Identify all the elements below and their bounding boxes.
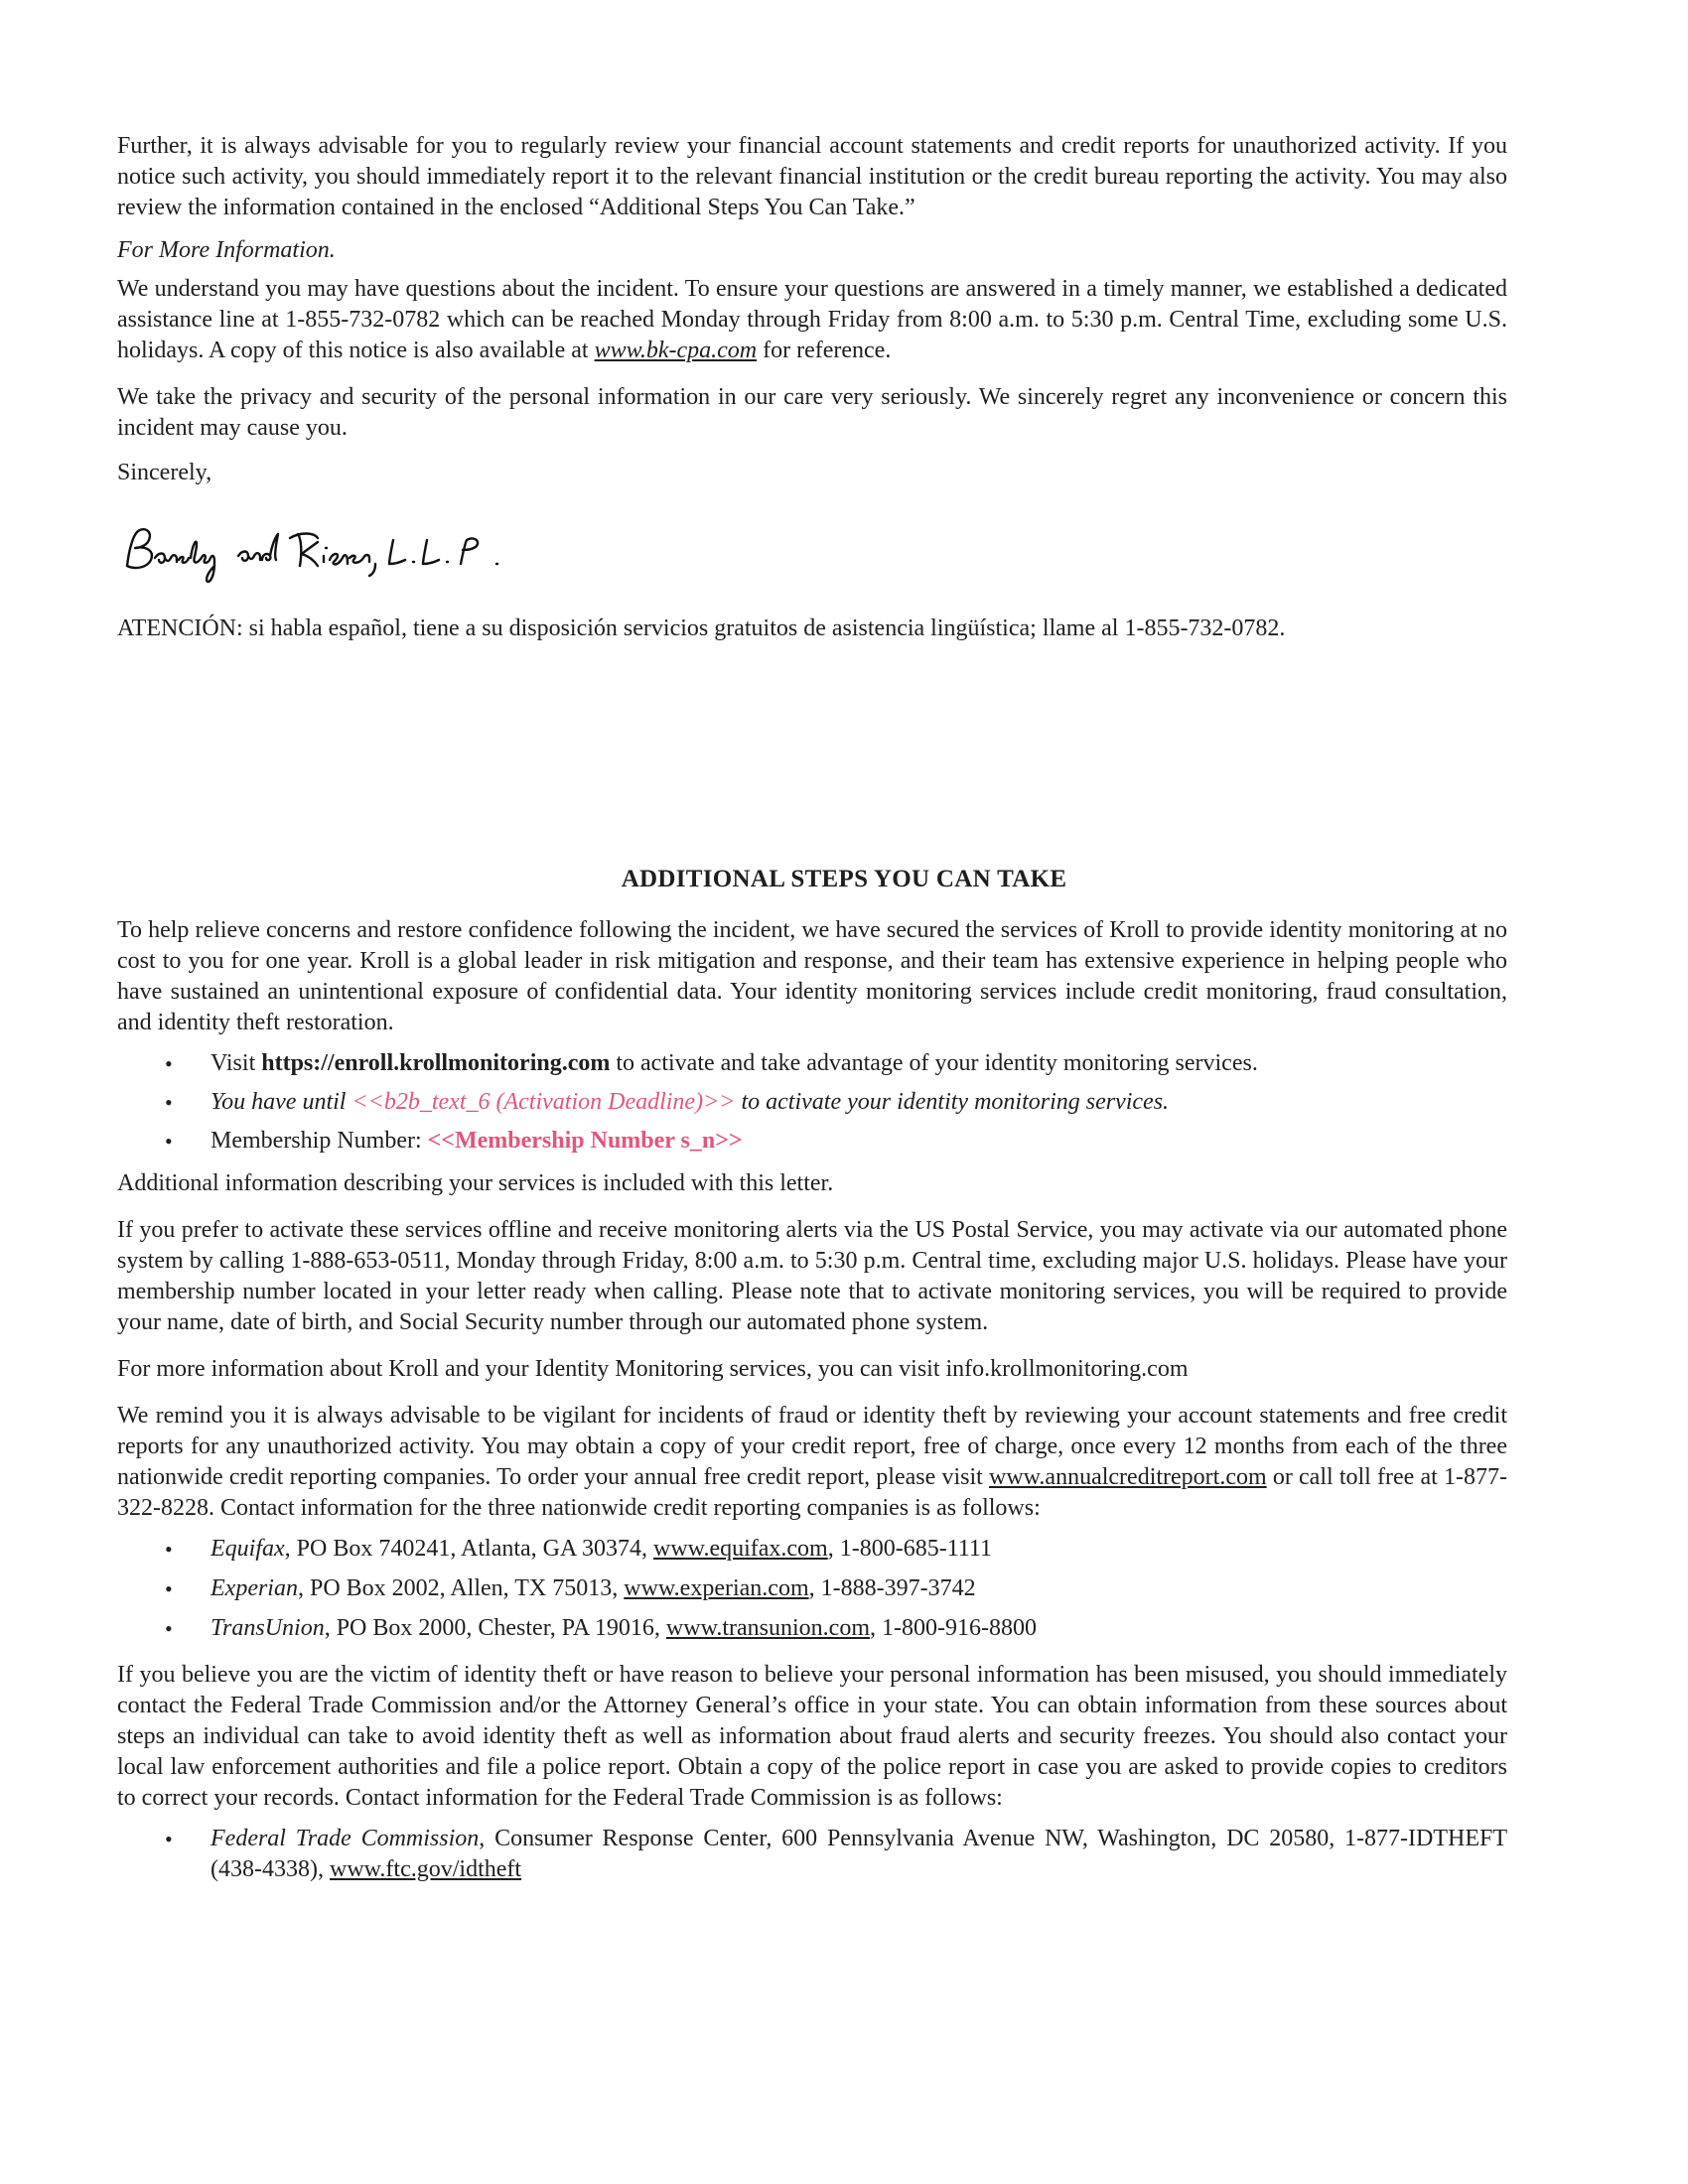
signature bbox=[119, 514, 536, 594]
assistance-text-end: for reference. bbox=[757, 338, 892, 363]
equifax-link[interactable]: www.equifax.com bbox=[653, 1536, 828, 1562]
deadline-text: You have until bbox=[211, 1089, 352, 1115]
spanish-notice-block bbox=[117, 614, 1507, 644]
additional-steps-section bbox=[117, 915, 1507, 1885]
credit-report-text: We remind you it is always advisable to be vigilant for incidents of fraud or identity theft by reviewing your account statements and free credit reports for any unauthorized activity. You may obtain a copy of your credit report, free of charge, once every 12 months from each of the three nationwide credit reporting companies. To order your annual free credit report, please visit bbox=[117, 1403, 1507, 1490]
bureau-phone: , 1-800-916-8800 bbox=[869, 1615, 1037, 1641]
letter-body bbox=[117, 131, 1507, 488]
credit-report-paragraph bbox=[117, 1401, 1507, 1524]
list-item bbox=[117, 1534, 1507, 1565]
activation-deadline-field: <<b2b_text_6 (Activation Deadline)>> bbox=[352, 1089, 736, 1115]
bullet-icon: • bbox=[165, 1129, 173, 1154]
credit-report-text-end: or call toll free at 1-877-322-8228. Contact information for the three nationwide credit reporting companies is as follows: bbox=[117, 1464, 1507, 1521]
ftc-idtheft-link[interactable]: www.ftc.gov/idtheft bbox=[329, 1856, 522, 1882]
list-item bbox=[117, 1613, 1507, 1644]
bureau-address: , PO Box 2000, Chester, PA 19016, bbox=[324, 1615, 666, 1641]
offline-activation-paragraph: If you prefer to activate these services offline and receive monitoring alerts via the US Postal Service, you may activate via our automated phone system by calling 1-888-653-0511, Monday through Friday, 8:00 a.m. to 5:30 p.m. Central time, excluding major U.S. holidays. Please have your membership number located in your letter ready when calling. Please note that to activate monitoring services, you will be required to provide your name, date of birth, and Social Security number through our automated phone system. bbox=[117, 1217, 1507, 1335]
bureau-phone: , 1-800-685-1111 bbox=[827, 1536, 993, 1562]
list-item bbox=[117, 1126, 1507, 1157]
list-item bbox=[117, 1824, 1507, 1885]
bureau-name: Equifax bbox=[211, 1536, 285, 1562]
bullet-icon: • bbox=[165, 1616, 173, 1641]
credit-bureaus-list bbox=[117, 1534, 1507, 1644]
spanish-language-notice: ATENCIÓN: si habla español, tiene a su disposición servicios gratuitos de asistencia lingüística; llame al 1-855-732-0782. bbox=[117, 615, 1286, 641]
visit-text: Visit bbox=[211, 1050, 262, 1076]
bullet-icon: • bbox=[165, 1827, 173, 1851]
bureau-address: , PO Box 2002, Allen, TX 75013, bbox=[297, 1575, 625, 1601]
assistance-line-paragraph bbox=[117, 274, 1507, 366]
bullet-icon: • bbox=[165, 1051, 173, 1076]
annualcreditreport-link[interactable]: www.annualcreditreport.com bbox=[988, 1464, 1267, 1490]
membership-number-field: <<Membership Number s_n>> bbox=[427, 1128, 743, 1154]
visit-text-end: to activate and take advantage of your identity monitoring services. bbox=[610, 1050, 1258, 1076]
bureau-name: Experian bbox=[211, 1575, 298, 1601]
list-item bbox=[117, 1048, 1507, 1079]
closing: Sincerely, bbox=[117, 460, 212, 485]
bureau-address: , PO Box 740241, Atlanta, GA 30374, bbox=[284, 1536, 653, 1562]
bk-cpa-link[interactable]: www.bk-cpa.com bbox=[594, 338, 758, 363]
review-statements-paragraph: Further, it is always advisable for you to regularly review your financial account statements and credit reports for unauthorized activity. If you notice such activity, you should immediately report it to the relevant financial institution or the credit bureau reporting the activity. You may also review the information contained in the enclosed “Additional Steps You Can Take.” bbox=[117, 133, 1507, 220]
services-included-paragraph: Additional information describing your services is included with this letter. bbox=[117, 1170, 834, 1196]
list-item bbox=[117, 1087, 1507, 1118]
kroll-bullets bbox=[117, 1048, 1507, 1157]
bullet-icon: • bbox=[165, 1090, 173, 1115]
bullet-icon: • bbox=[165, 1576, 173, 1601]
kroll-enroll-link[interactable]: https://enroll.krollmonitoring.com bbox=[261, 1050, 611, 1076]
additional-steps-title: ADDITIONAL STEPS YOU CAN TAKE bbox=[621, 866, 1067, 892]
more-info-heading: For More Information. bbox=[117, 237, 336, 263]
ftc-list bbox=[117, 1824, 1507, 1885]
kroll-more-info-paragraph: For more information about Kroll and your Identity Monitoring services, you can visit info.krollmonitoring.com bbox=[117, 1356, 1189, 1382]
ftc-address: , Consumer Response Center, 600 Pennsylvania Avenue NW, Washington, DC 20580, 1-877-IDTHEFT (438-4338), bbox=[211, 1826, 1507, 1882]
privacy-paragraph: We take the privacy and security of the personal information in our care very seriously. We sincerely regret any inconvenience or concern this incident may cause you. bbox=[117, 384, 1507, 441]
transunion-link[interactable]: www.transunion.com bbox=[665, 1615, 870, 1641]
ftc-name: Federal Trade Commission bbox=[211, 1826, 480, 1851]
membership-label: Membership Number: bbox=[211, 1128, 428, 1154]
bureau-phone: , 1-888-397-3742 bbox=[808, 1575, 976, 1601]
experian-link[interactable]: www.experian.com bbox=[624, 1575, 809, 1601]
identity-theft-paragraph: If you believe you are the victim of identity theft or have reason to believe your personal information has been misused, you should immediately contact the Federal Trade Commission and/or the Attorney General’s office in your state. You can obtain information from these sources about steps an individual can take to avoid identity theft as well as information about fraud alerts and security freezes. You should also contact your local law enforcement authorities and file a police report. Obtain a copy of the police report in case you are asked to provide copies to creditors to correct your records. Contact information for the Federal Trade Commission is as follows: bbox=[117, 1662, 1507, 1811]
kroll-intro-paragraph: To help relieve concerns and restore confidence following the incident, we have secured the services of Kroll to provide identity monitoring at no cost to you for one year. Kroll is a global leader in risk mitigation and response, and their team has extensive experience in helping people who have sustained an unintentional exposure of confidential data. Your identity monitoring services include credit monitoring, fraud consultation, and identity theft restoration. bbox=[117, 917, 1507, 1035]
bureau-name: TransUnion bbox=[211, 1615, 325, 1641]
deadline-text-end: to activate your identity monitoring services. bbox=[735, 1089, 1170, 1115]
assistance-text: We understand you may have questions about the incident. To ensure your questions are answered in a timely manner, we established a dedicated assistance line at 1-855-732-0782 which can be reached Monday through Friday from 8:00 a.m. to 5:30 p.m. Central Time, excluding some U.S. holidays. A copy of this notice is also available at bbox=[117, 276, 1507, 363]
bullet-icon: • bbox=[165, 1537, 173, 1562]
list-item bbox=[117, 1573, 1507, 1604]
